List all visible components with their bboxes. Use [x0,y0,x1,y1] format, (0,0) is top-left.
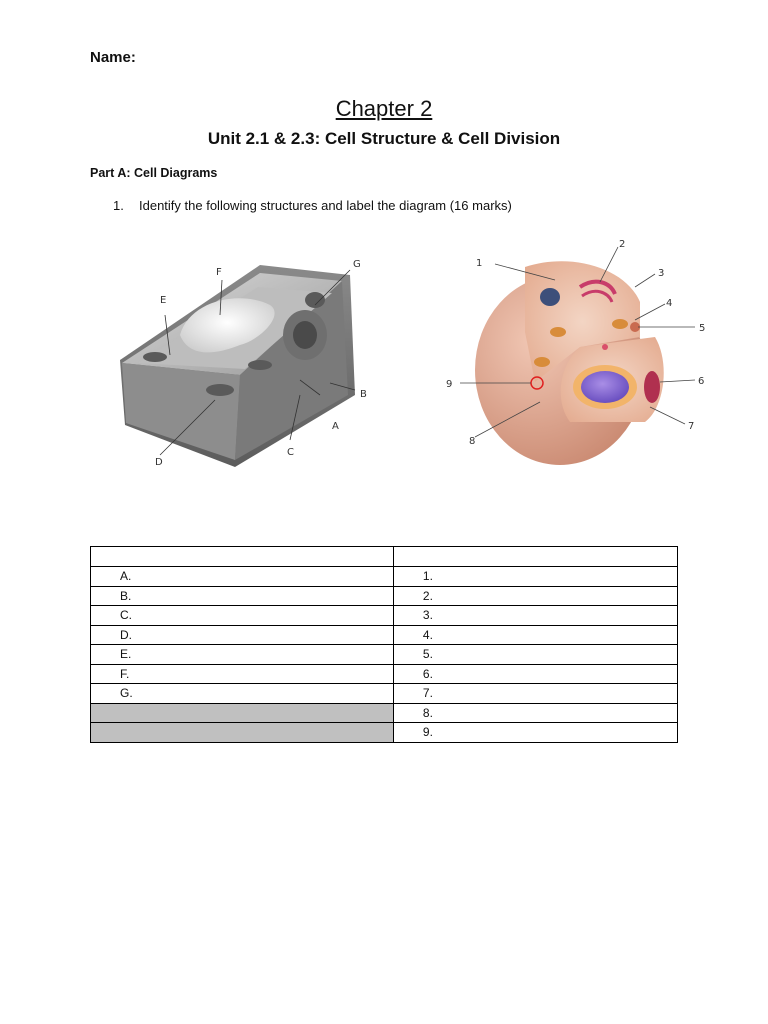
animal-label-4: 4 [666,298,673,309]
answer-cell-right[interactable]: 9. [393,723,677,743]
answer-cell-left[interactable]: A. [91,567,394,587]
plant-label-a: A [332,421,339,432]
question-number: 1. [113,198,124,213]
unit-title: Unit 2.1 & 2.3: Cell Structure & Cell Division [207,129,561,148]
animal-label-9: 9 [446,379,453,390]
name-label: Name: [90,49,136,66]
animal-label-3: 3 [658,268,665,279]
table-row [91,586,678,606]
answer-cell-left[interactable]: C. [91,606,394,626]
animal-label-6: 6 [698,376,705,387]
answer-table-header [91,547,678,567]
header-cell-right [393,547,677,567]
plant-label-d: D [155,457,163,468]
plant-label-b: B [360,389,367,400]
animal-label-5: 5 [699,323,706,334]
plant-label-e: E [160,295,167,306]
table-row [91,645,678,665]
table-row [91,684,678,704]
answer-cell-left[interactable]: D. [91,625,394,645]
plant-label-f: F [216,267,222,278]
answer-cell-right[interactable]: 4. [393,625,677,645]
plant-label-g: G [353,259,361,270]
part-heading: Part A: Cell Diagrams [90,166,218,180]
answer-cell-left[interactable]: G. [91,684,394,704]
answer-table [90,546,678,743]
question-1 [113,198,512,213]
chapter-title: Chapter 2 [335,96,433,121]
table-row [91,703,678,723]
table-row [91,723,678,743]
answer-cell-left[interactable]: E. [91,645,394,665]
animal-cell-body [475,261,664,465]
animal-label-2: 2 [619,239,626,250]
animal-label-8: 8 [469,436,476,447]
animal-label-1: 1 [476,258,483,269]
answer-cell-right[interactable]: 7. [393,684,677,704]
answer-cell-right[interactable]: 3. [393,606,677,626]
answer-cell-left[interactable] [91,723,394,743]
plant-cell-body [120,265,355,467]
question-text: Identify the following structures and label the diagram (16 marks) [139,198,512,213]
answer-cell-right[interactable]: 5. [393,645,677,665]
answer-cell-right[interactable]: 6. [393,664,677,684]
header-cell-left [91,547,394,567]
animal-label-7: 7 [688,421,695,432]
table-row [91,606,678,626]
plant-label-c: C [287,447,294,458]
answer-cell-left[interactable] [91,703,394,723]
answer-cell-left[interactable]: B. [91,586,394,606]
answer-cell-right[interactable]: 2. [393,586,677,606]
animal-cell-diagram [440,232,715,467]
plant-cell-diagram [110,245,380,470]
table-row [91,664,678,684]
answer-cell-left[interactable]: F. [91,664,394,684]
answer-cell-right[interactable]: 8. [393,703,677,723]
answer-cell-right[interactable]: 1. [393,567,677,587]
table-row [91,625,678,645]
table-row [91,567,678,587]
